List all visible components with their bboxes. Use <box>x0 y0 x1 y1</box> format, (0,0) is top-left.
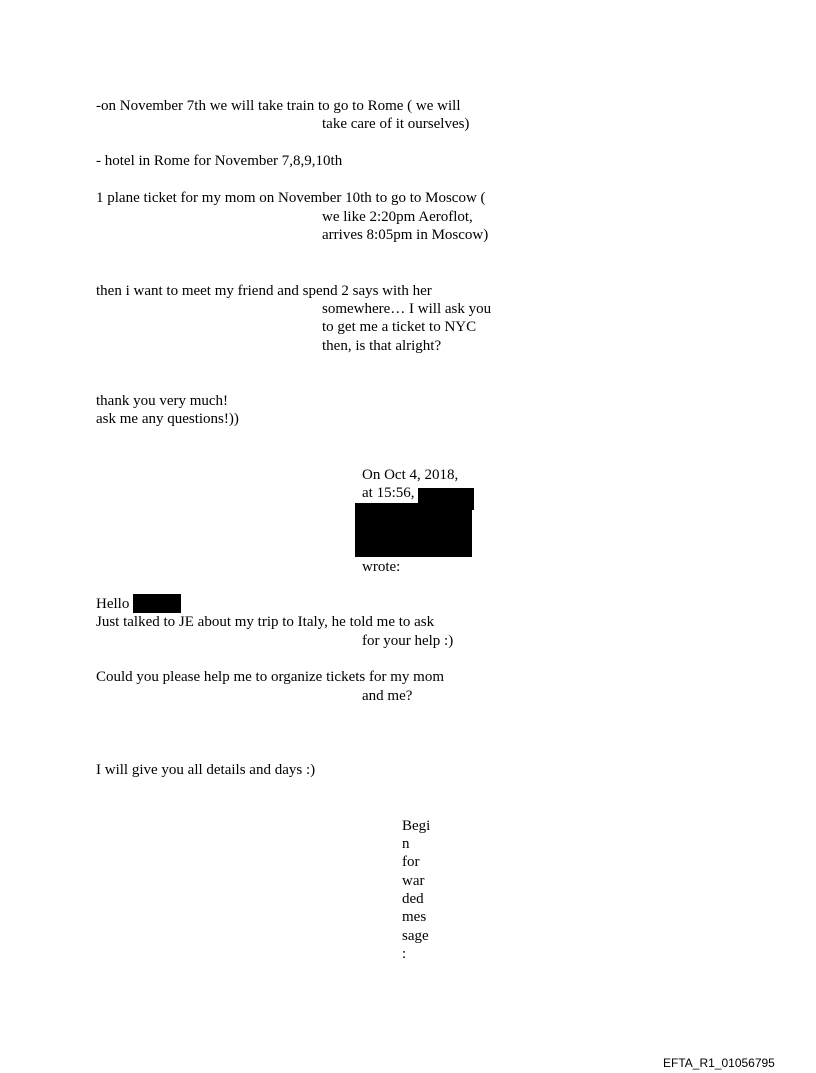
forwarded-fragment: Begi <box>402 818 431 834</box>
body-line: take care of it ourselves) <box>322 116 470 132</box>
quoted-line: and me? <box>362 688 413 704</box>
body-line: arrives 8:05pm in Moscow) <box>322 227 489 243</box>
quote-time: at 15:56, <box>362 485 415 501</box>
body-line: thank you very much! <box>96 393 229 409</box>
document-id: EFTA_R1_01056795 <box>663 1056 775 1070</box>
forwarded-fragment: ded <box>402 891 424 907</box>
forwarded-fragment: mes <box>402 909 427 925</box>
quoted-line: for your help :) <box>362 633 454 649</box>
body-line: then, is that alright? <box>322 338 442 354</box>
body-line: to get me a ticket to NYC <box>322 319 477 335</box>
quote-date: On Oct 4, 2018, <box>362 467 459 483</box>
body-line: then i want to meet my friend and spend 2 says with her <box>96 283 432 299</box>
forwarded-fragment: n <box>402 836 410 852</box>
quote-wrote: wrote: <box>362 559 401 575</box>
body-line: we like 2:20pm Aeroflot, <box>322 209 473 225</box>
body-line: ask me any questions!)) <box>96 411 239 427</box>
forwarded-fragment: for <box>402 854 420 870</box>
forwarded-fragment: war <box>402 873 425 889</box>
quoted-line: Could you please help me to organize tickets for my mom <box>96 669 444 685</box>
redaction-box <box>133 594 181 613</box>
greeting: Hello <box>96 596 130 612</box>
body-line: - hotel in Rome for November 7,8,9,10th <box>96 153 343 169</box>
forwarded-fragment: : <box>402 946 407 962</box>
body-line: -on November 7th we will take train to go to Rome ( we will <box>96 98 461 114</box>
body-line: somewhere… I will ask you <box>322 301 492 317</box>
quoted-line: Just talked to JE about my trip to Italy, he told me to ask <box>96 614 435 630</box>
quoted-line: I will give you all details and days :) <box>96 762 316 778</box>
body-line: 1 plane ticket for my mom on November 10th to go to Moscow ( <box>96 190 486 206</box>
forwarded-fragment: sage <box>402 928 429 944</box>
redaction-box <box>355 503 472 557</box>
